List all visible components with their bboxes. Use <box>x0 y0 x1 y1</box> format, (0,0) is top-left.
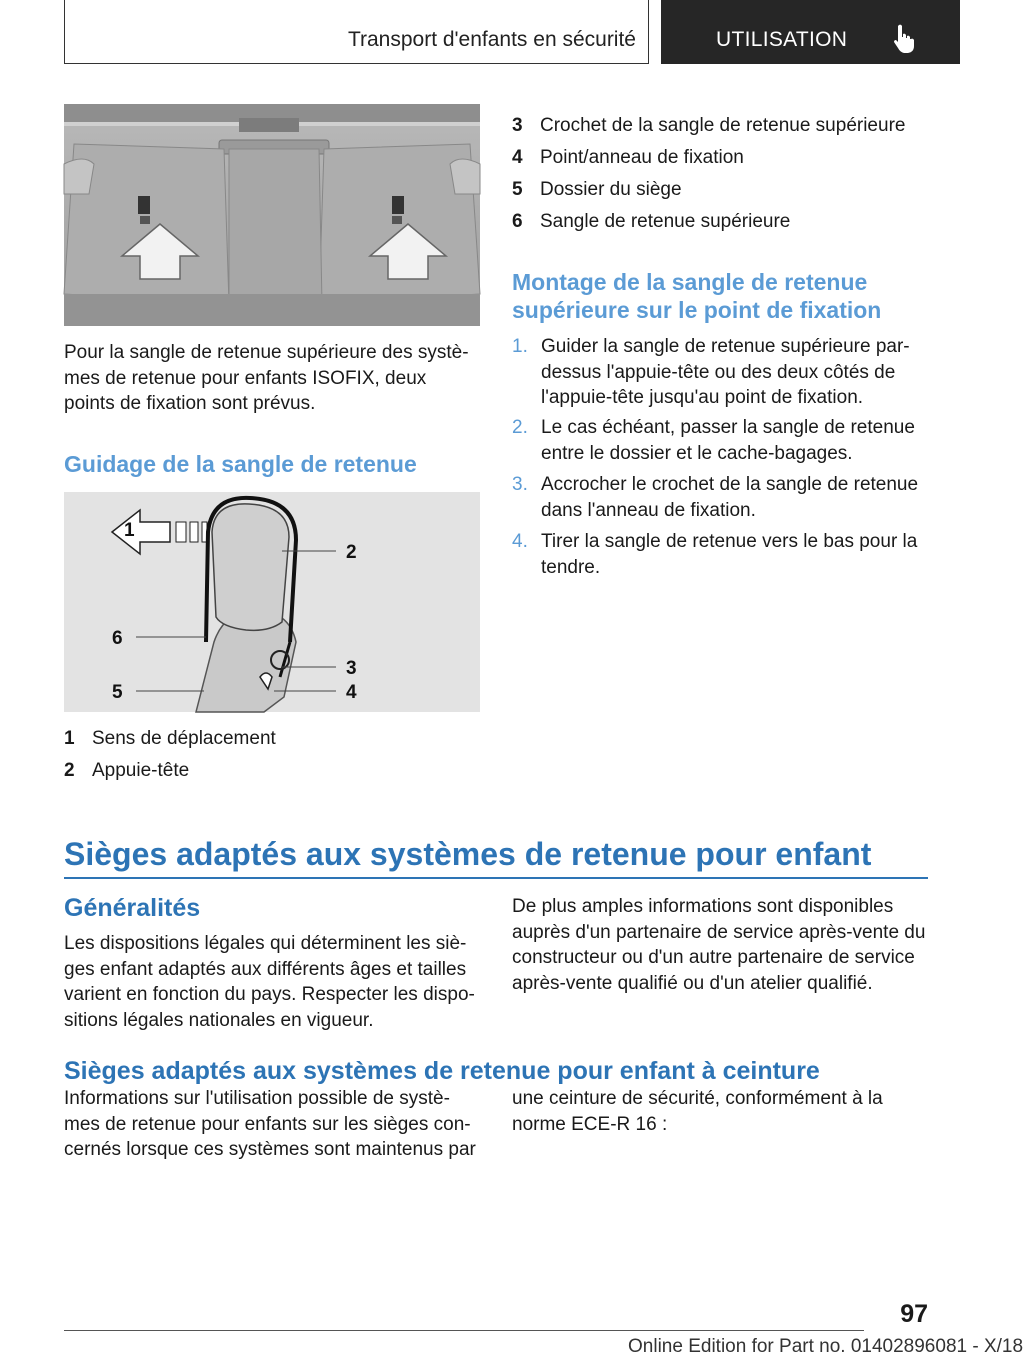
footer-edition: Online Edition for Part no. 01402896081 - X/18 <box>628 1336 1023 1357</box>
generalites-left-text: Les dispositions légales qui déterminent les siè- ges enfant adaptés aux différents âges et tailles varient en fonction du pays. Respecter les dispo- sitions légales nationales en vigueur. <box>64 933 475 1031</box>
generalites-title: Généralités <box>64 894 201 922</box>
photo-caption: Pour la sangle de retenue supérieure des systè- mes de retenue pour enfants ISOFIX, deux points de fixation sont prévus. <box>64 342 469 414</box>
guide-title: Guidage de la sangle de retenue <box>64 451 417 477</box>
diagram-label-4: 4 <box>346 682 357 703</box>
header-section-box <box>64 0 649 64</box>
belt-left-text: Informations sur l'utilisation possible de systè- mes de retenue pour enfants sur les sièges con- cernés lorsque ces systèmes sont maintenus par <box>64 1088 476 1160</box>
trunk-photo <box>64 104 480 326</box>
title-rule <box>64 877 928 879</box>
diagram-label-2: 2 <box>346 542 357 563</box>
header-chapter-box <box>661 0 960 64</box>
header-chapter-title: UTILISATION <box>716 28 848 51</box>
belt-right-text: une ceinture de sécurité, conformément à la norme ECE-R 16 : <box>512 1088 883 1135</box>
strap-diagram <box>64 492 480 712</box>
belt-title: Sièges adaptés aux systèmes de retenue pour enfant à ceinture <box>64 1057 820 1085</box>
diagram-label-1: 1 <box>124 520 135 541</box>
page-number: 97 <box>900 1300 928 1328</box>
footer-rule <box>64 1330 864 1331</box>
diagram-label-6: 6 <box>112 628 123 649</box>
header-section-title: Transport d'enfants en sécurité <box>347 28 636 51</box>
generalites-right-text: De plus amples informations sont disponibles auprès d'un partenaire de service après-vente du constructeur ou d'un autre partenaire de service après-vente qualifié ou d'un atelier qualifié. <box>512 896 926 994</box>
mount-title: Montage de la sangle de retenue supérieure sur le point de fixation <box>512 269 882 323</box>
diagram-label-3: 3 <box>346 658 357 679</box>
main-title: Sièges adaptés aux systèmes de retenue pour enfant <box>64 836 872 872</box>
diagram-label-5: 5 <box>112 682 123 703</box>
pointing-hand-icon <box>894 24 916 57</box>
